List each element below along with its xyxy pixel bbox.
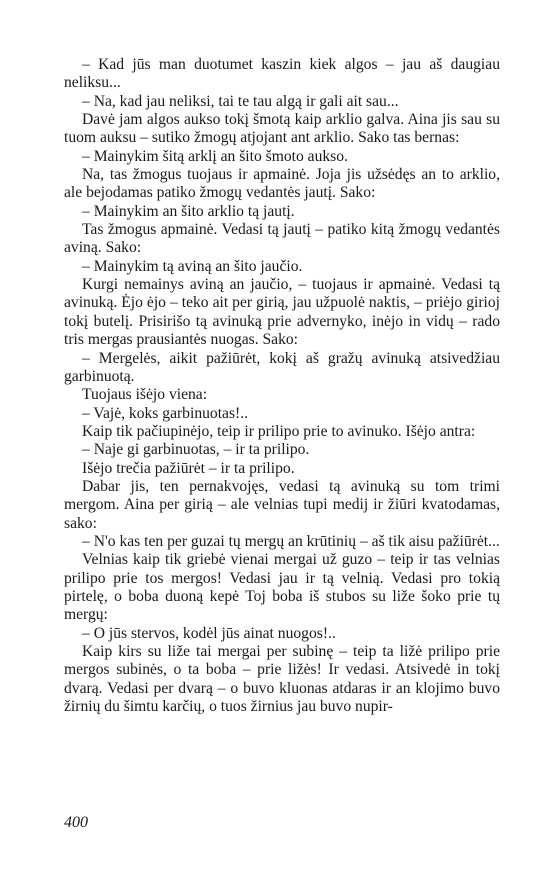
paragraph: – O jūs stervos, kodėl jūs ainat nuogos!.. bbox=[82, 624, 336, 642]
paragraph: – Vajė, koks garbinuotas!.. bbox=[82, 404, 249, 422]
paragraph: – Naje gi garbinuotas, – ir ta prilipo. bbox=[82, 441, 310, 459]
paragraph: – Kad jūs man duotumet kaszin kiek algos – jau aš daugiau neliksu... bbox=[64, 56, 500, 92]
paragraph: Kaip tik pačiupinėjo, teip ir prilipo prie to avinuko. Išėjo antra: bbox=[82, 422, 476, 440]
paragraph: – N'o kas ten per guzai tų mergų an krūtinių – aš tik aisu pažiūrėt... bbox=[82, 532, 500, 550]
paragraph: Tuojaus išėjo viena: bbox=[82, 386, 208, 404]
paragraph: Kaip kirs su liže tai mergai per subinę – teip ta ližė prilipo prie mergos subinės, o ta boba – prie ližės! Ir vedasi. Atsivedė in tokį dvarą. Vedasi per dvarą – o buvo kluonas atdaras ir an klojimo buvo žirnių du šimtu karčių, o tuos žirnius jau buvo nupir- bbox=[64, 643, 500, 716]
page-number: 400 bbox=[64, 814, 88, 831]
page-text bbox=[64, 56, 500, 716]
paragraph: Davė jam algos aukso tokį šmotą kaip arklio galva. Aina jis sau su tuom auksu – sutiko žmogų atjojant ant arklio. Sako tas bernas: bbox=[64, 111, 500, 147]
paragraph: Velnias kaip tik griebė vienai mergai už guzo – teip ir tas velnias prilipo prie tos mergos! Vedasi jau ir tą velnią. Vedasi pro tokią pirtelę, o boba duoną kepė Toj boba iš stubos su liže šoko prie tų mergų: bbox=[64, 551, 500, 624]
paragraph: Išėjo trečia pažiūrėt – ir ta prilipo. bbox=[82, 459, 295, 477]
paragraph: – Mainykim an šito arklio tą jautį. bbox=[82, 202, 295, 220]
paragraph: – Na, kad jau neliksi, tai te tau algą ir gali ait sau... bbox=[82, 92, 399, 110]
paragraph: Tas žmogus apmainė. Vedasi tą jautį – patiko kitą žmogų vedantės aviną. Sako: bbox=[64, 221, 500, 257]
paragraph: – Mergelės, aikit pažiūrėt, kokį aš gražų avinuką atsivedžiau garbinuotą. bbox=[64, 349, 500, 385]
paragraph: Dabar jis, ten pernakvojęs, vedasi tą avinuką su tom trimi mergom. Aina per girią – ale velnias tupi medij ir žiūri kvatodamas, sako: bbox=[64, 477, 500, 532]
paragraph: Na, tas žmogus tuojaus ir apmainė. Joja jis užsėdęs an to arklio, ale bejodamas patiko žmogų vedantės jautį. Sako: bbox=[64, 166, 500, 202]
paragraph: Kurgi nemainys aviną an jaučio, – tuojaus ir apmainė. Vedasi tą avinuką. Ėjo ėjo – teko ait per girią, jau užpuolė naktis, – priėjo girioj tokį butelį. Prisirišo tą avinuką prie advernyko, inėjo in vidų – rado tris mergas prausiantės nuogas. Sako: bbox=[64, 276, 500, 349]
paragraph: – Mainykim tą aviną an šito jaučio. bbox=[82, 257, 303, 275]
paragraph: – Mainykim šitą arklį an šito šmoto aukso. bbox=[82, 147, 348, 165]
